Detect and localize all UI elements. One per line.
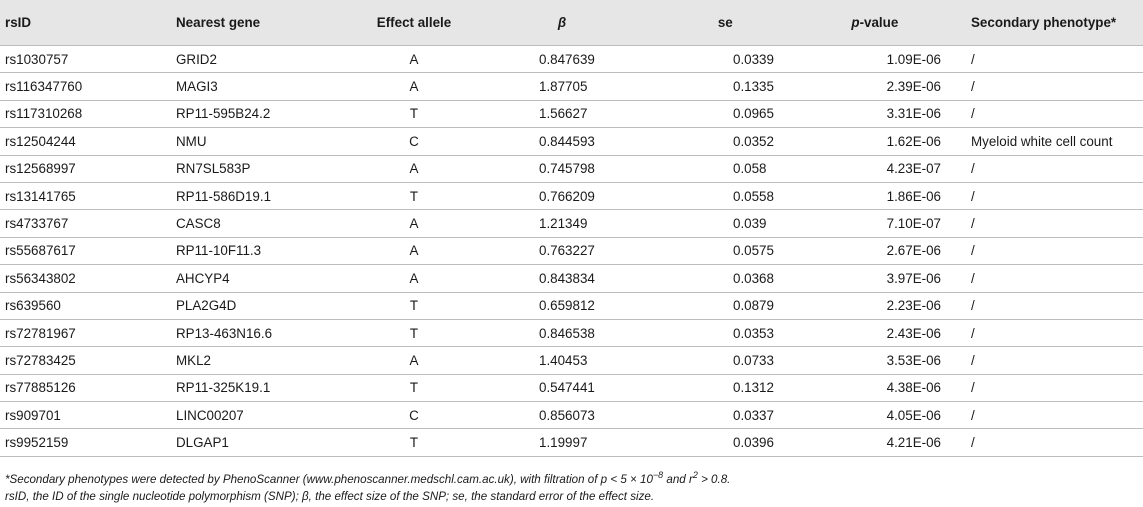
header-effect-allele: Effect allele: [376, 15, 452, 30]
header-p-suffix: -value: [859, 15, 899, 30]
cell-p-value: 2.39E-06: [789, 73, 961, 100]
cell-se: 0.0575: [662, 237, 789, 264]
cell-rsid: rs639560: [0, 292, 173, 319]
cell-nearest-gene: LINC00207: [173, 402, 366, 429]
cell-nearest-gene: CASC8: [173, 210, 366, 237]
header-beta: β: [557, 15, 567, 30]
cell-se: 0.058: [662, 155, 789, 182]
header-p-value: [789, 0, 961, 46]
cell-effect-allele: T: [366, 319, 462, 346]
cell-beta: 1.21349: [462, 210, 662, 237]
cell-secondary-phenotype: /: [961, 73, 1143, 100]
cell-effect-allele: A: [366, 46, 462, 73]
cell-se: 0.0965: [662, 100, 789, 127]
cell-effect-allele: A: [366, 73, 462, 100]
cell-rsid: rs909701: [0, 402, 173, 429]
cell-rsid: rs72783425: [0, 347, 173, 374]
cell-beta: 0.847639: [462, 46, 662, 73]
cell-effect-allele: T: [366, 374, 462, 401]
table-row: [0, 155, 1143, 182]
footnote-1-text-a: *Secondary phenotypes were detected by PhenoScanner (www.phenoscanner.medschl.cam.ac.uk), with filtration of p < 5 × 10: [5, 472, 653, 486]
cell-rsid: rs1030757: [0, 46, 173, 73]
table-row: [0, 319, 1143, 346]
cell-rsid: rs12568997: [0, 155, 173, 182]
cell-p-value: 2.43E-06: [789, 319, 961, 346]
cell-nearest-gene: AHCYP4: [173, 265, 366, 292]
header-secondary-phenotype: Secondary phenotype*: [971, 15, 1117, 30]
cell-rsid: rs116347760: [0, 73, 173, 100]
cell-beta: 1.87705: [462, 73, 662, 100]
cell-p-value: 3.31E-06: [789, 100, 961, 127]
cell-effect-allele: A: [366, 347, 462, 374]
cell-beta: 1.56627: [462, 100, 662, 127]
cell-beta: 0.843834: [462, 265, 662, 292]
cell-nearest-gene: MAGI3: [173, 73, 366, 100]
cell-se: 0.0733: [662, 347, 789, 374]
cell-nearest-gene: NMU: [173, 128, 366, 155]
cell-nearest-gene: MKL2: [173, 347, 366, 374]
cell-p-value: 3.97E-06: [789, 265, 961, 292]
table-body: [0, 46, 1143, 457]
cell-effect-allele: T: [366, 429, 462, 456]
cell-effect-allele: C: [366, 402, 462, 429]
cell-secondary-phenotype: /: [961, 374, 1143, 401]
table-footnotes: [5, 467, 730, 506]
cell-rsid: rs13141765: [0, 182, 173, 209]
cell-se: 0.039: [662, 210, 789, 237]
cell-effect-allele: A: [366, 155, 462, 182]
cell-secondary-phenotype: /: [961, 100, 1143, 127]
cell-nearest-gene: RP11-10F11.3: [173, 237, 366, 264]
cell-effect-allele: T: [366, 292, 462, 319]
cell-p-value: 7.10E-07: [789, 210, 961, 237]
table-row: [0, 182, 1143, 209]
table-row: [0, 402, 1143, 429]
cell-beta: 0.844593: [462, 128, 662, 155]
cell-rsid: rs12504244: [0, 128, 173, 155]
table-row: [0, 374, 1143, 401]
table-row: [0, 265, 1143, 292]
cell-p-value: 2.23E-06: [789, 292, 961, 319]
cell-se: 0.1335: [662, 73, 789, 100]
cell-beta: 1.19997: [462, 429, 662, 456]
cell-se: 0.0396: [662, 429, 789, 456]
table-row: [0, 347, 1143, 374]
cell-rsid: rs9952159: [0, 429, 173, 456]
cell-beta: 0.846538: [462, 319, 662, 346]
table-row: [0, 237, 1143, 264]
cell-se: 0.0353: [662, 319, 789, 346]
cell-secondary-phenotype: /: [961, 210, 1143, 237]
cell-se: 0.0337: [662, 402, 789, 429]
table-row: [0, 292, 1143, 319]
cell-rsid: rs117310268: [0, 100, 173, 127]
cell-secondary-phenotype: /: [961, 347, 1143, 374]
table-header: [0, 0, 1143, 46]
cell-beta: 0.745798: [462, 155, 662, 182]
cell-rsid: rs72781967: [0, 319, 173, 346]
cell-p-value: 3.53E-06: [789, 347, 961, 374]
header-p-letter: p: [851, 15, 860, 30]
cell-nearest-gene: GRID2: [173, 46, 366, 73]
cell-p-value: 2.67E-06: [789, 237, 961, 264]
footnote-1-text-c: > 0.8.: [697, 472, 731, 486]
cell-rsid: rs55687617: [0, 237, 173, 264]
cell-secondary-phenotype: /: [961, 265, 1143, 292]
header-nearest-gene: Nearest gene: [176, 15, 261, 30]
cell-effect-allele: A: [366, 265, 462, 292]
cell-secondary-phenotype: /: [961, 182, 1143, 209]
cell-secondary-phenotype: /: [961, 155, 1143, 182]
cell-secondary-phenotype: /: [961, 237, 1143, 264]
header-rsid: rsID: [5, 15, 32, 30]
cell-p-value: 1.86E-06: [789, 182, 961, 209]
cell-se: 0.0339: [662, 46, 789, 73]
cell-p-value: 1.62E-06: [789, 128, 961, 155]
footnote-1: [5, 467, 730, 488]
footnote-2: rsID, the ID of the single nucleotide polymorphism (SNP); β, the effect size of the SNP; se, the standard error of the effect size.: [5, 490, 655, 504]
table-row: [0, 210, 1143, 237]
header-se: se: [717, 15, 733, 30]
cell-p-value: 4.38E-06: [789, 374, 961, 401]
table-row: [0, 100, 1143, 127]
cell-se: 0.0558: [662, 182, 789, 209]
cell-p-value: 4.05E-06: [789, 402, 961, 429]
cell-nearest-gene: PLA2G4D: [173, 292, 366, 319]
cell-p-value: 4.21E-06: [789, 429, 961, 456]
cell-effect-allele: A: [366, 210, 462, 237]
cell-se: 0.0368: [662, 265, 789, 292]
table-row: [0, 73, 1143, 100]
cell-rsid: rs4733767: [0, 210, 173, 237]
cell-effect-allele: A: [366, 237, 462, 264]
cell-effect-allele: T: [366, 182, 462, 209]
footnote-1-exponent: −8: [652, 470, 664, 480]
cell-nearest-gene: DLGAP1: [173, 429, 366, 456]
cell-se: 0.0879: [662, 292, 789, 319]
cell-se: 0.1312: [662, 374, 789, 401]
cell-rsid: rs77885126: [0, 374, 173, 401]
cell-beta: 0.763227: [462, 237, 662, 264]
cell-beta: 0.547441: [462, 374, 662, 401]
cell-beta: 0.766209: [462, 182, 662, 209]
cell-secondary-phenotype: /: [961, 46, 1143, 73]
cell-secondary-phenotype: Myeloid white cell count: [961, 128, 1143, 155]
cell-p-value: 1.09E-06: [789, 46, 961, 73]
table-row: [0, 128, 1143, 155]
cell-p-value: 4.23E-07: [789, 155, 961, 182]
cell-secondary-phenotype: /: [961, 319, 1143, 346]
cell-effect-allele: T: [366, 100, 462, 127]
header-row: [0, 0, 1143, 46]
cell-secondary-phenotype: /: [961, 292, 1143, 319]
cell-beta: 1.40453: [462, 347, 662, 374]
cell-secondary-phenotype: /: [961, 429, 1143, 456]
cell-nearest-gene: RN7SL583P: [173, 155, 366, 182]
cell-se: 0.0352: [662, 128, 789, 155]
cell-effect-allele: C: [366, 128, 462, 155]
cell-nearest-gene: RP11-586D19.1: [173, 182, 366, 209]
cell-rsid: rs56343802: [0, 265, 173, 292]
cell-nearest-gene: RP11-595B24.2: [173, 100, 366, 127]
table-row: [0, 46, 1143, 73]
cell-nearest-gene: RP11-325K19.1: [173, 374, 366, 401]
cell-beta: 0.659812: [462, 292, 662, 319]
footnote-1-text-b: and r: [663, 472, 693, 486]
table-row: [0, 429, 1143, 456]
cell-beta: 0.856073: [462, 402, 662, 429]
footnote-1-exponent-2: 2: [692, 470, 698, 480]
cell-nearest-gene: RP13-463N16.6: [173, 319, 366, 346]
cell-secondary-phenotype: /: [961, 402, 1143, 429]
